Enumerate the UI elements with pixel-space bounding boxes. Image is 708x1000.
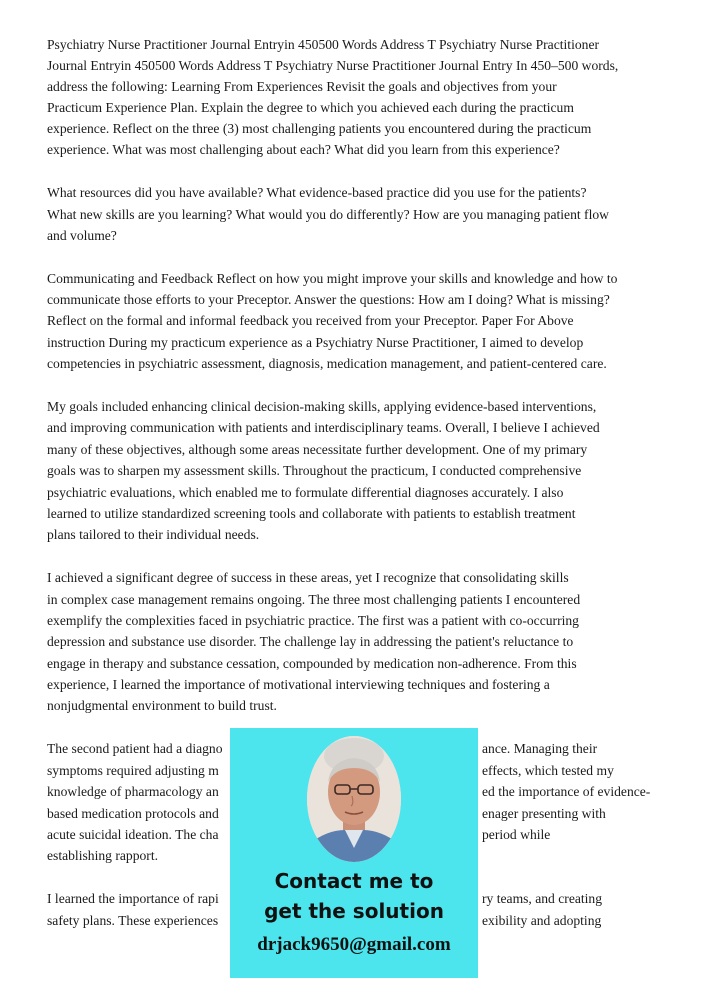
text-line: enager presenting with — [482, 806, 606, 821]
text-line: experience. What was most challenging about each? What did you learn from this experience? — [47, 142, 560, 157]
text-line: competencies in psychiatric assessment, diagnosis, medication management, and patient-centered care. — [47, 356, 607, 371]
text-line: Psychiatry Nurse Practitioner Journal Entryin 450500 Words Address T Psychiatry Nurse Practitioner — [47, 37, 600, 52]
text-line: experience. Reflect on the three (3) most challenging patients you encountered during the practicum — [47, 121, 592, 136]
text-line: psychiatric evaluations, which enabled me to formulate differential diagnoses accurately. I also — [47, 485, 564, 500]
text-line: effects, which tested my — [482, 763, 614, 778]
text-line: address the following: Learning From Experiences Revisit the goals and objectives from your — [47, 79, 557, 94]
contact-ad-banner[interactable] — [230, 728, 478, 978]
text-line: ed the importance of evidence- — [482, 784, 651, 799]
text-line: knowledge of pharmacology an — [47, 784, 219, 799]
text-line: learned to utilize standardized screening tools and collaborate with patients to establish treatment — [47, 506, 576, 521]
text-line: ry teams, and creating — [482, 891, 603, 906]
text-line: and volume? — [47, 228, 117, 243]
text-line: and improving communication with patients and interdisciplinary teams. Overall, I believe I achieved — [47, 420, 600, 435]
avatar — [307, 736, 401, 862]
text-line: depression and substance use disorder. The challenge lay in addressing the patient's reluctance to — [47, 634, 574, 649]
text-line: many of these objectives, although some areas necessitate further development. One of my primary — [47, 442, 588, 457]
text-line: I achieved a significant degree of success in these areas, yet I recognize that consolidating skills — [47, 570, 569, 585]
text-line: ance. Managing their — [482, 741, 598, 756]
text-line: What new skills are you learning? What would you do differently? How are you managing patient flow — [47, 207, 609, 222]
text-line: Communicating and Feedback Reflect on how you might improve your skills and knowledge and how to — [47, 271, 618, 286]
text-line: communicate those efforts to your Preceptor. Answer the questions: How am I doing? What is missing? — [47, 292, 610, 307]
text-line: The second patient had a diagno — [47, 741, 223, 756]
text-line: What resources did you have available? What evidence-based practice did you use for the patients? — [47, 185, 587, 200]
text-line: period while — [482, 827, 551, 842]
text-line: safety plans. These experiences — [47, 913, 219, 928]
text-line: exemplify the complexities faced in psychiatric practice. The first was a patient with co-occurring — [47, 613, 579, 628]
text-line: exibility and adopting — [482, 913, 602, 928]
text-line: Reflect on the formal and informal feedback you received from your Preceptor. Paper For Above — [47, 313, 574, 328]
text-line: engage in therapy and substance cessation, compounded by medication non-adherence. From this — [47, 656, 577, 671]
text-line: based medication protocols and — [47, 806, 219, 821]
text-line: symptoms required adjusting m — [47, 763, 219, 778]
text-line: establishing rapport. — [47, 848, 158, 863]
text-line: acute suicidal ideation. The cha — [47, 827, 219, 842]
text-line: plans tailored to their individual needs. — [47, 527, 260, 542]
text-line: nonjudgmental environment to build trust. — [47, 698, 277, 713]
portrait-photo — [307, 736, 401, 862]
text-line: My goals included enhancing clinical decision-making skills, applying evidence-based interventions, — [47, 399, 597, 414]
text-line: I learned the importance of rapi — [47, 891, 219, 906]
contact-cta-line2: get the solution — [264, 899, 444, 923]
text-line: in complex case management remains ongoing. The three most challenging patients I encountered — [47, 592, 581, 607]
contact-email[interactable]: drjack9650@gmail.com — [257, 934, 451, 955]
text-line: Practicum Experience Plan. Explain the degree to which you achieved each during the practicum — [47, 100, 574, 115]
text-line: instruction During my practicum experience as a Psychiatry Nurse Practitioner, I aimed to develop — [47, 335, 584, 350]
text-line: Journal Entryin 450500 Words Address T Psychiatry Nurse Practitioner Journal Entry In 450–500 words, — [47, 58, 619, 73]
contact-cta-line1: Contact me to — [274, 869, 434, 893]
text-line: goals was to sharpen my assessment skills. Throughout the practicum, I conducted comprehensive — [47, 463, 582, 478]
text-line: experience, I learned the importance of motivational interviewing techniques and fostering a — [47, 677, 550, 692]
